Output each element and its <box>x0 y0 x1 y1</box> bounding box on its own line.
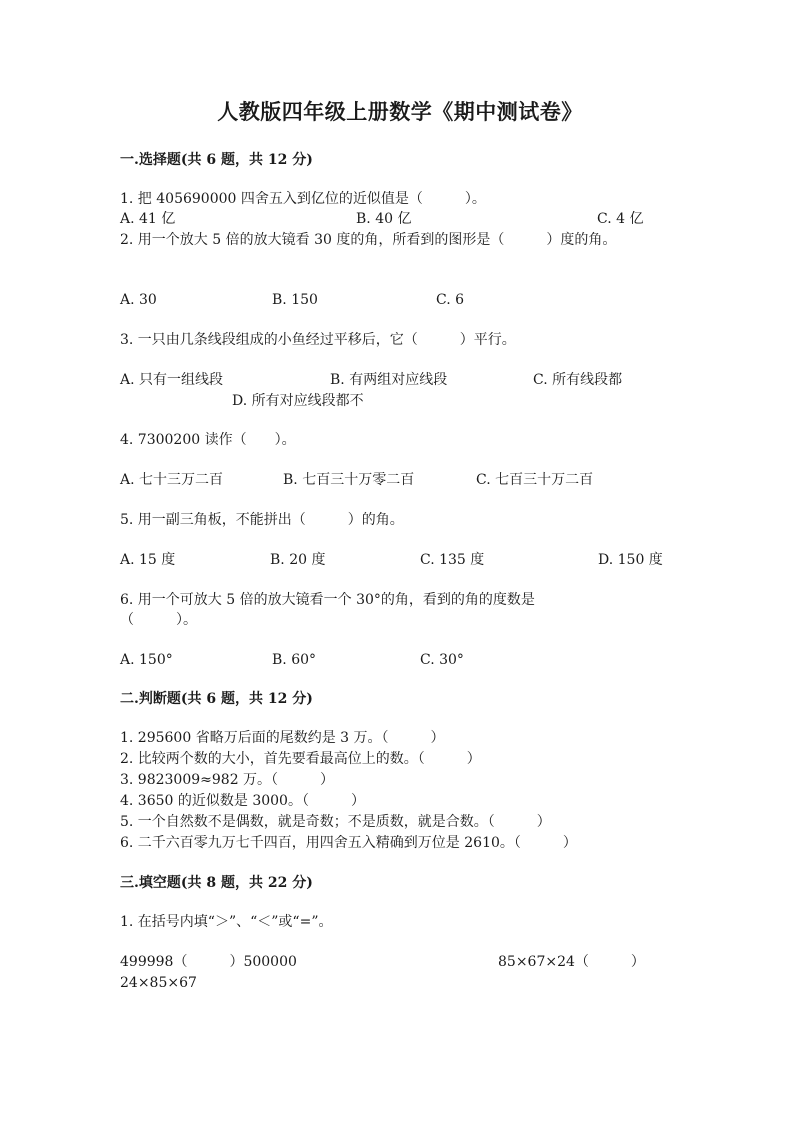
question-6-option-c: C. 30° <box>420 652 464 668</box>
question-4-option-a: A. 七十三万二百 <box>120 472 224 488</box>
question-1-option-b: B. 40 亿 <box>356 211 412 227</box>
question-3-option-c: C. 所有线段都 <box>533 372 623 388</box>
judge-item-2: 2. 比较两个数的大小，首先要看最高位上的数。（ ） <box>120 751 481 767</box>
judge-item-5: 5. 一个自然数不是偶数，就是奇数；不是质数，就是合数。（ ） <box>120 814 551 830</box>
section-heading-choice: 一.选择题(共 6 题，共 12 分) <box>120 152 313 168</box>
section-heading-fill: 三.填空题(共 8 题，共 22 分) <box>120 875 313 891</box>
question-5-option-d: D. 150 度 <box>598 552 663 568</box>
question-5-text: 5. 用一副三角板，不能拼出（ ）的角。 <box>120 512 404 528</box>
question-2-option-b: B. 150 <box>272 292 318 308</box>
question-6-option-b: B. 60° <box>272 652 317 668</box>
question-2-option-c: C. 6 <box>436 292 465 308</box>
fill-expression-3: 24×85×67 <box>120 975 197 991</box>
question-5-option-b: B. 20 度 <box>270 552 326 568</box>
question-2-option-a: A. 30 <box>120 292 157 308</box>
fill-expression-2: 85×67×24（ ） <box>498 954 645 970</box>
question-4-text: 4. 7300200 读作（ ）。 <box>120 432 296 448</box>
question-4-option-b: B. 七百三十万零二百 <box>283 472 415 488</box>
question-6-text-line2: （ ）。 <box>120 612 197 628</box>
question-4-option-c: C. 七百三十万二百 <box>476 472 594 488</box>
judge-item-6: 6. 二千六百零九万七千四百，用四舍五入精确到万位是 2610。（ ） <box>120 835 577 851</box>
fill-question-1-text: 1. 在括号内填“＞”、“＜”或“=”。 <box>120 914 333 930</box>
page-title: 人教版四年级上册数学《期中测试卷》 <box>217 99 583 124</box>
question-1-option-c: C. 4 亿 <box>597 211 644 227</box>
question-5-option-a: A. 15 度 <box>120 552 176 568</box>
question-3-option-a: A. 只有一组线段 <box>120 372 224 388</box>
judge-item-4: 4. 3650 的近似数是 3000。（ ） <box>120 793 365 809</box>
question-1-option-a: A. 41 亿 <box>120 211 176 227</box>
judge-item-1: 1. 295600 省略万后面的尾数约是 3 万。（ ） <box>120 730 445 746</box>
question-3-option-d: D. 所有对应线段都不 <box>232 393 364 409</box>
fill-expression-1: 499998（ ）500000 <box>120 954 297 970</box>
question-5-option-c: C. 135 度 <box>420 552 485 568</box>
question-3-text: 3. 一只由几条线段组成的小鱼经过平移后，它（ ）平行。 <box>120 332 516 348</box>
question-1-text: 1. 把 405690000 四舍五入到亿位的近似值是（ ）。 <box>120 191 486 207</box>
question-3-option-b: B. 有两组对应线段 <box>330 372 448 388</box>
question-6-text-line1: 6. 用一个可放大 5 倍的放大镜看一个 30°的角，看到的角的度数是 <box>120 592 535 608</box>
judge-item-3: 3. 9823009≈982 万。（ ） <box>120 772 335 788</box>
section-heading-judge: 二.判断题(共 6 题，共 12 分) <box>120 691 313 707</box>
question-6-option-a: A. 150° <box>120 652 173 668</box>
question-2-text: 2. 用一个放大 5 倍的放大镜看 30 度的角，所看到的图形是（ ）度的角。 <box>120 232 617 248</box>
